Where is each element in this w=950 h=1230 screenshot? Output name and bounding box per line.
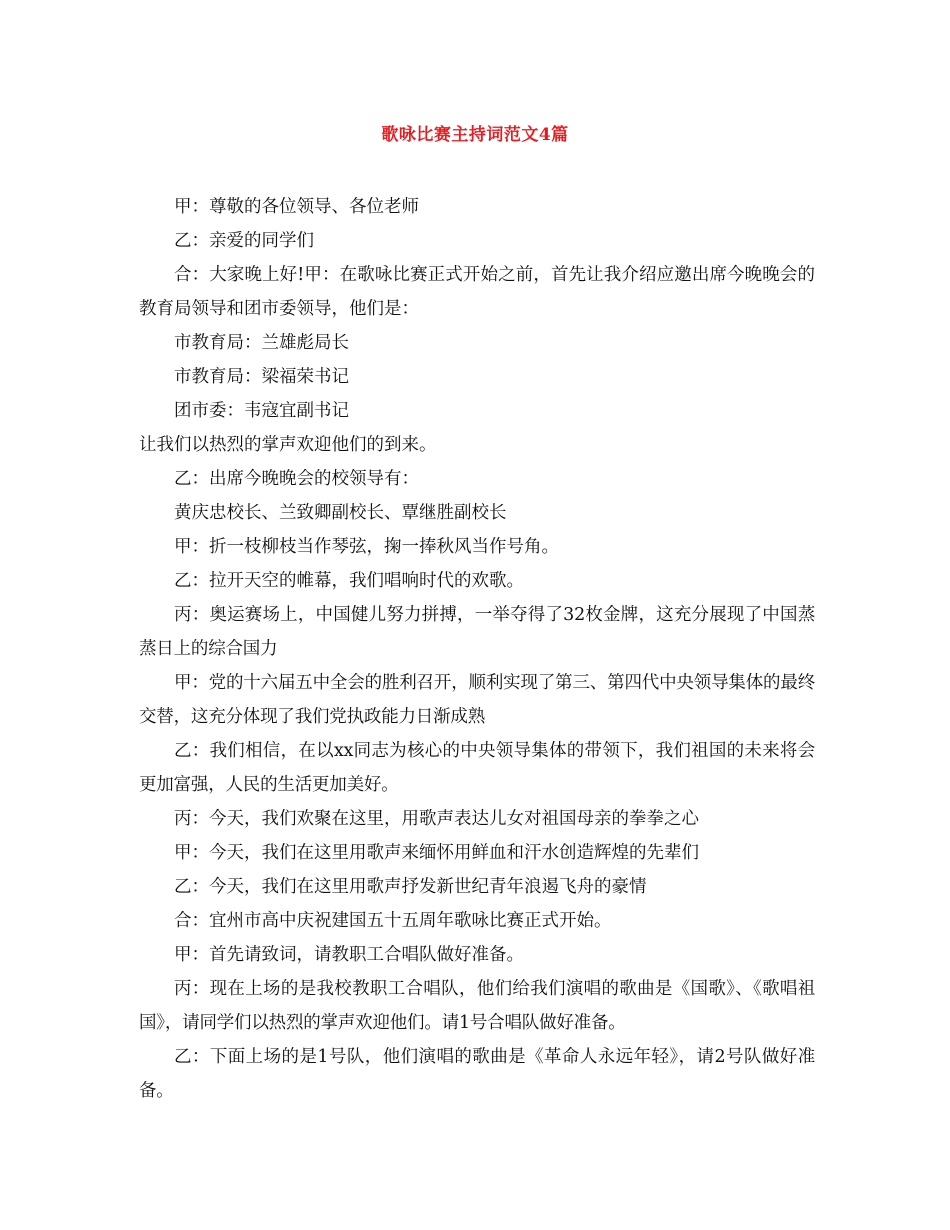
paragraph: 甲：首先请致词，请教职工合唱队做好准备。 [174,945,524,965]
paragraph: 甲：折一枝柳枝当作琴弦，掬一捧秋风当作号角。 [174,537,559,557]
document-body [139,190,815,1108]
paragraph: 甲：今天，我们在这里用歌声来缅怀用鲜血和汗水创造辉煌的先辈们 [174,843,699,863]
paragraph: 乙：出席今晚晚会的校领导有： [174,469,419,489]
paragraph: 市教育局：梁福荣书记 [174,367,349,387]
paragraph: 合：大家晚上好!甲：在歌咏比赛正式开始之前，首先让我介绍应邀出席今晚晚会的教育局领导和团市委领导，他们是： [139,265,815,319]
paragraph: 乙：亲爱的同学们 [174,231,314,251]
paragraph: 乙：下面上场的是1号队，他们演唱的歌曲是《革命人永远年轻》，请2号队做好准备。 [139,1047,815,1101]
paragraph: 乙：我们相信，在以xx同志为核心的中央领导集体的带领下，我们祖国的未来将会更加富强，人民的生活更加美好。 [139,741,815,795]
paragraph: 乙：拉开天空的帷幕，我们唱响时代的欢歌。 [174,571,524,591]
paragraph: 市教育局：兰雄彪局长 [174,333,349,353]
paragraph: 甲：尊敬的各位领导、各位老师 [174,197,419,217]
paragraph: 黄庆忠校长、兰致卿副校长、覃继胜副校长 [174,503,507,523]
paragraph: 团市委：韦寇宜副书记 [174,401,349,421]
paragraph: 合：宜州市高中庆祝建国五十五周年歌咏比赛正式开始。 [174,911,612,931]
paragraph: 丙：现在上场的是我校教职工合唱队，他们给我们演唱的歌曲是《国歌》、《歌唱祖国》，请同学们以热烈的掌声欢迎他们。请1号合唱队做好准备。 [139,979,815,1033]
paragraph: 让我们以热烈的掌声欢迎他们的到来。 [139,435,437,455]
paragraph: 丙：奥运赛场上，中国健儿努力拼搏，一举夺得了32枚金牌，这充分展现了中国蒸蒸日上的综合国力 [139,605,815,659]
paragraph: 丙：今天，我们欢聚在这里，用歌声表达儿女对祖国母亲的拳拳之心 [174,809,699,829]
paragraph: 甲：党的十六届五中全会的胜利召开，顺利实现了第三、第四代中央领导集体的最终交替，这充分体现了我们党执政能力日渐成熟 [139,673,815,727]
document-title: 歌咏比赛主持词范文4篇 [381,125,569,145]
paragraph: 乙：今天，我们在这里用歌声抒发新世纪青年浪遏飞舟的豪情 [174,877,647,897]
